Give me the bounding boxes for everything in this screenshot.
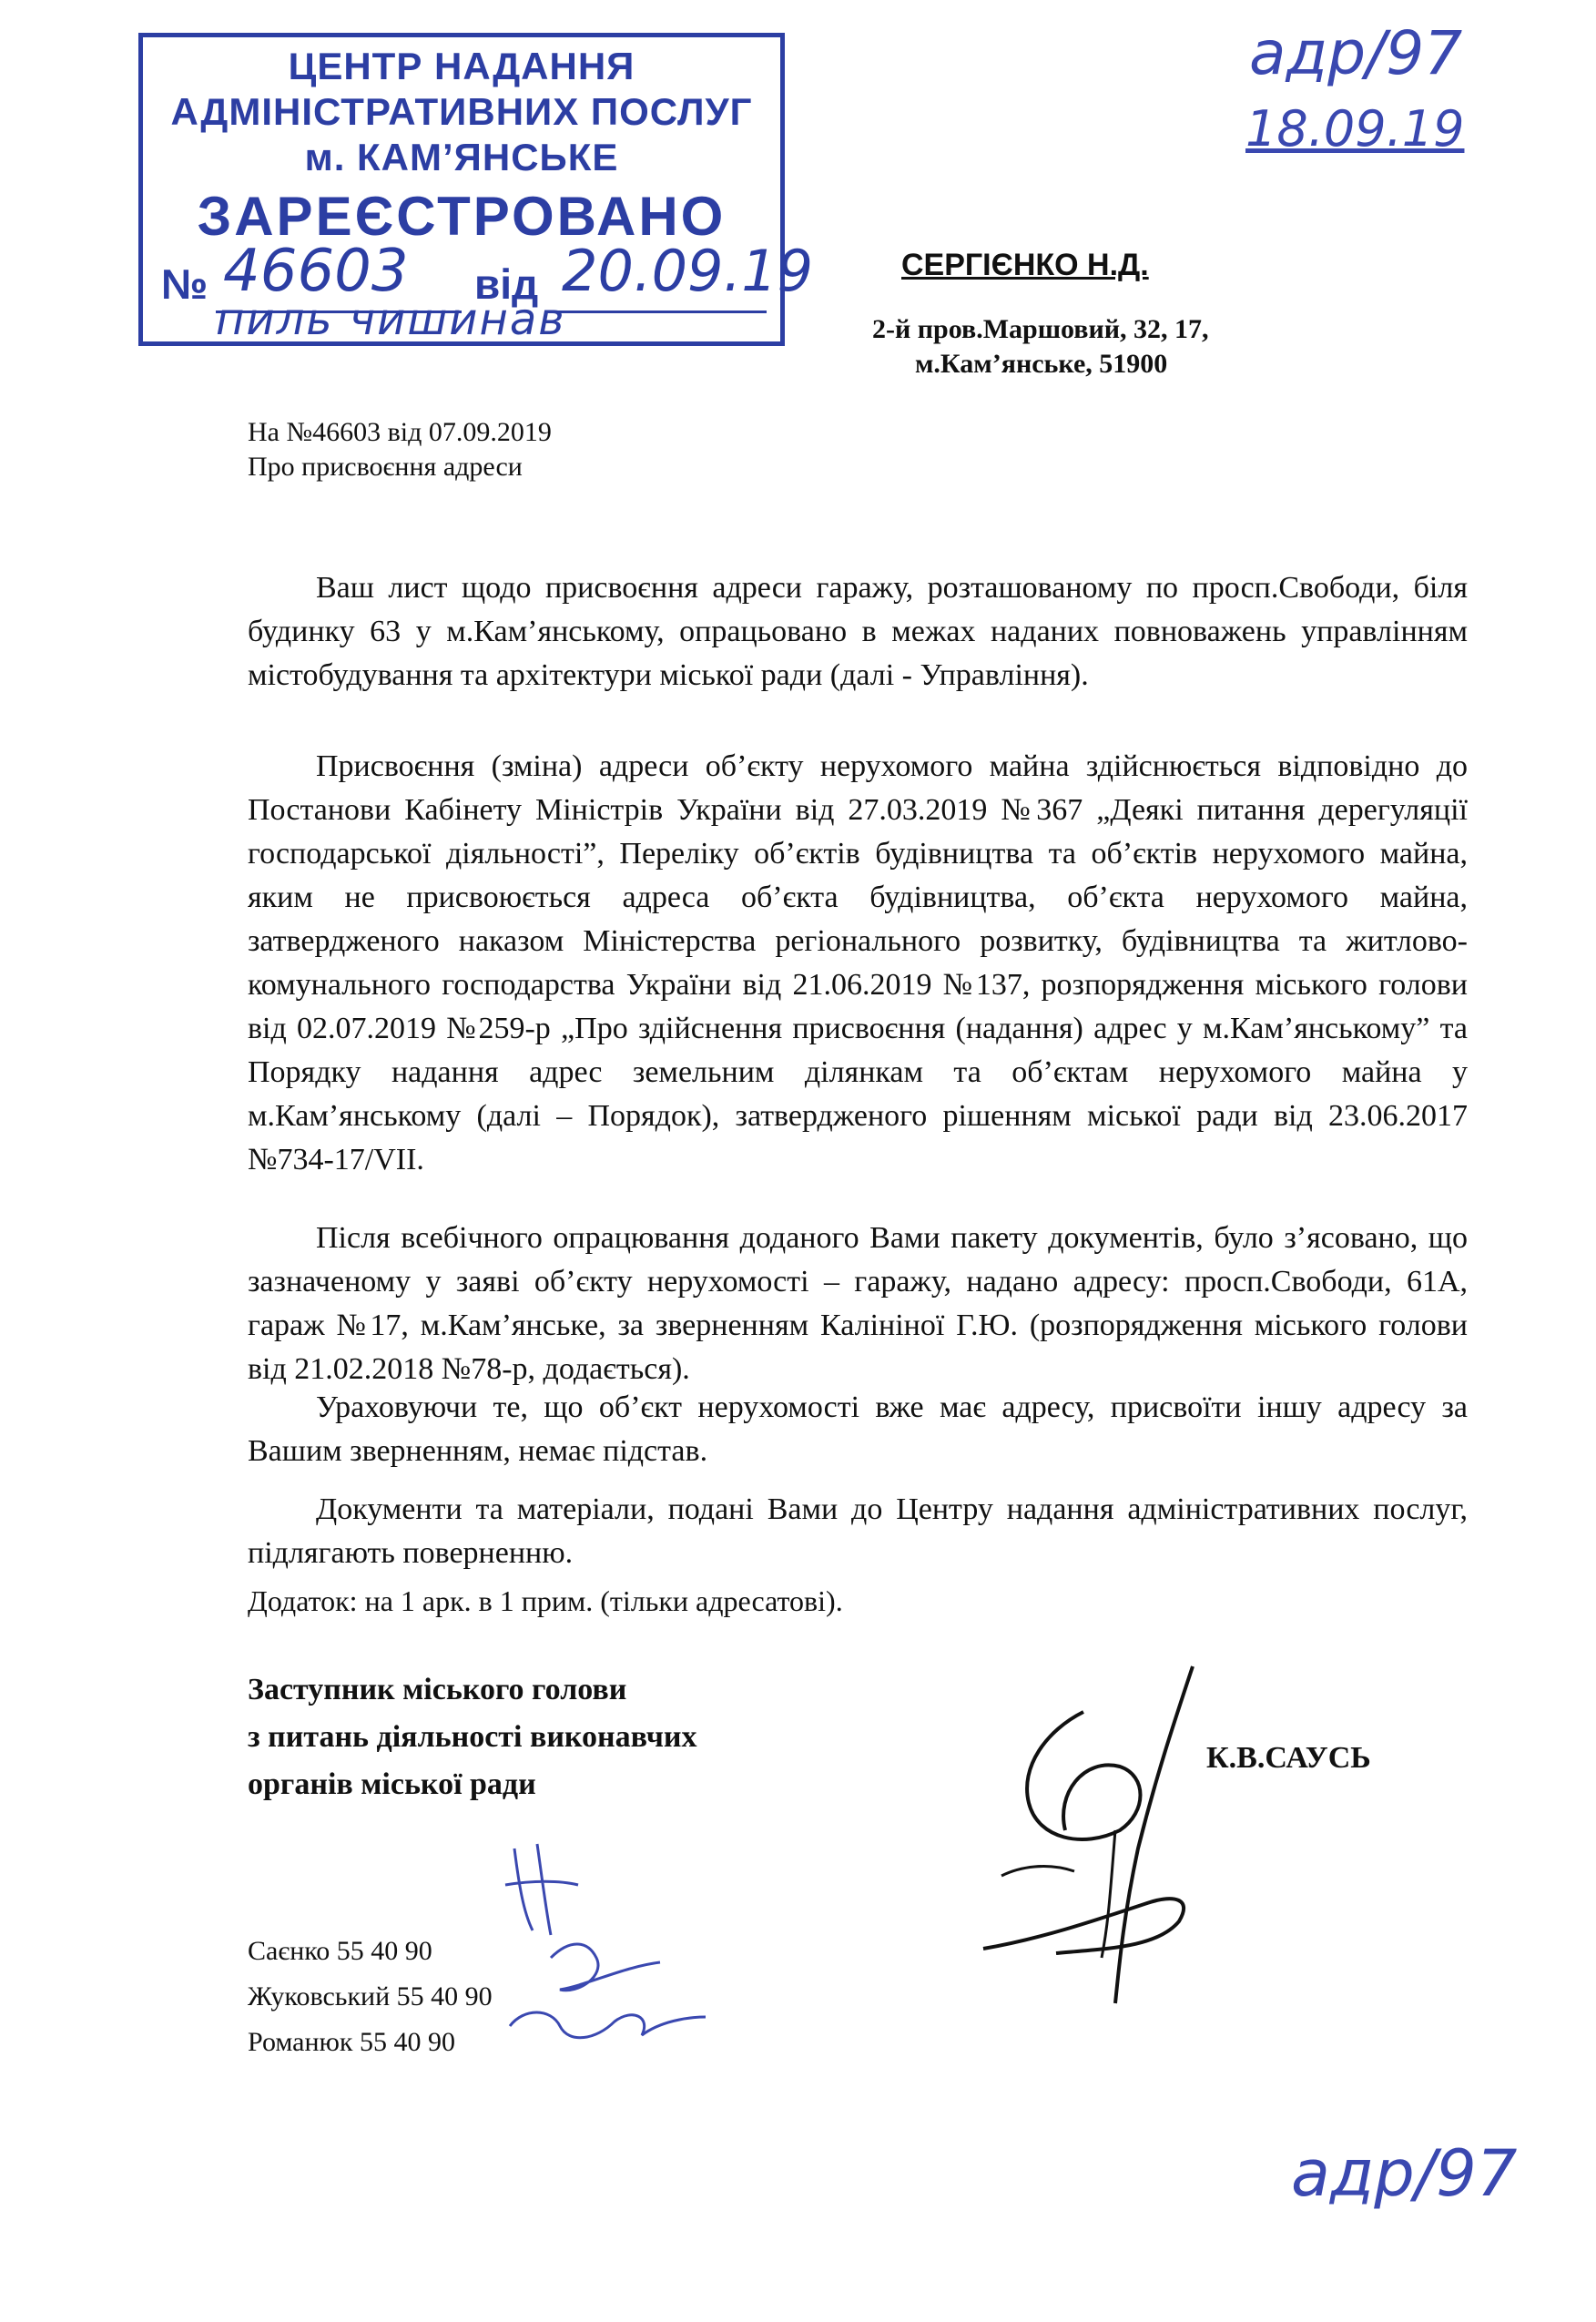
stamp-registration-number: 46603 [223, 238, 409, 305]
letter-body-4 [248, 1386, 1468, 1473]
body-paragraph-5: Документи та матеріали, подані Вами до Центру надання адміністративних послуг, підлягають поверненню. [248, 1492, 1468, 1570]
addressee-address-line-1: 2-й пров.Маршовий, 32, 17, [872, 314, 1209, 344]
letter-body-5 [248, 1488, 1468, 1575]
stamp-line-1: ЦЕНТР НАДАННЯ [288, 45, 635, 87]
registration-stamp [138, 33, 814, 346]
reference-number: На №46603 від 07.09.2019 [248, 417, 552, 447]
signer-name: К.В.САУСЬ [1206, 1741, 1371, 1775]
addressee-address-line-2: м.Кам’янське, 51900 [915, 349, 1168, 379]
stamp-registered-label: ЗАРЕЄСТРОВАНО [197, 186, 727, 247]
corner-handwritten-date: 18.09.19 [1245, 100, 1465, 158]
signature-title-line-1: Заступник міського голови [248, 1673, 627, 1706]
stamp-line-3: м. КАМ’ЯНСЬКЕ [304, 136, 619, 178]
corner-handwritten-code: адр/97 [1249, 18, 1463, 88]
letter-body [248, 566, 1468, 698]
stamp-registration-date: 20.09.19 [562, 238, 814, 304]
signature-title-line-2: з питань діяльності виконавчих [248, 1720, 697, 1754]
contacts-list [248, 1929, 493, 2065]
contact-line-1: Саєнко 55 40 90 [248, 1936, 432, 1966]
approval-initials [496, 1830, 742, 2067]
signature-title [248, 1666, 696, 1808]
contact-line-2: Жуковський 55 40 90 [248, 1981, 493, 2011]
signature-title-line-3: органів міської ради [248, 1767, 536, 1801]
contact-line-3: Романюк 55 40 90 [248, 2027, 456, 2057]
stamp-date-underline [553, 311, 767, 313]
reference-subject: Про присвоєння адреси [248, 452, 523, 482]
body-paragraph-3: Після всебічного опрацювання доданого Вами пакету документів, було з’ясовано, що зазначеному у заяві об’єкту нерухомості – гаражу, надано адресу: просп.Свободи, 61А, гараж №17, м.Кам’янське, за зверненням Калініної Г.Ю. (розпорядження міського голови від 21.02.2018 №78-р, додається). [248, 1221, 1468, 1386]
body-paragraph-2: Присвоєння (зміна) адреси об’єкту нерухомого майна здійснюється відповідно до Постанови Кабінету Міністрів України від 27.03.2019 №367 „Деякі питання дерегуляції господарської діяльності”, Переліку об’єктів будівництва та об’єктів нерухомого майна, яким не присвоюється адреса об’єкта будівництва, об’єкта нерухомого майна, затвердженого наказом Міністерства регіонального розвитку, будівництва та житлово-комунального господарства України від 21.06.2019 №137, розпорядження міського голови від 02.07.2019 №259-р „Про здійснення присвоєння (надання) адрес у м.Кам’янському” та Порядку надання адрес земельним ділянкам та об’єктам нерухомого майна у м.Кам’янському (далі – Порядок), затвердженого рішенням міської ради від 23.06.2017 №734-17/VII. [248, 749, 1468, 1176]
body-paragraph-4: Ураховуючи те, що об’єкт нерухомості вже має адресу, присвоїти іншу адресу за Вашим зверненням, немає підстав. [248, 1390, 1468, 1468]
handwritten-signature [965, 1648, 1256, 2031]
stamp-number-label: № [161, 260, 208, 308]
stamp-handwritten-note: пиль чишинав [216, 294, 566, 345]
attachment-note: Додаток: на 1 арк. в 1 прим. (тільки адресатові). [248, 1584, 843, 1617]
stamp-line-2: АДМІНІСТРАТИВНИХ ПОСЛУГ [170, 90, 753, 133]
stamp-from-label: від [474, 260, 539, 308]
addressee-name: СЕРГІЄНКО Н.Д. [901, 248, 1149, 282]
letter-body-2 [248, 745, 1468, 1182]
bottom-handwritten-code: адр/97 [1291, 2136, 1518, 2211]
letter-body-3 [248, 1217, 1468, 1391]
body-paragraph-1: Ваш лист щодо присвоєння адреси гаражу, розташованому по просп.Свободи, біля будинку 63 у м.Кам’янському, опрацьовано в межах наданих повноважень управлінням містобудування та архітектури міської ради (далі - Управління). [248, 571, 1468, 692]
